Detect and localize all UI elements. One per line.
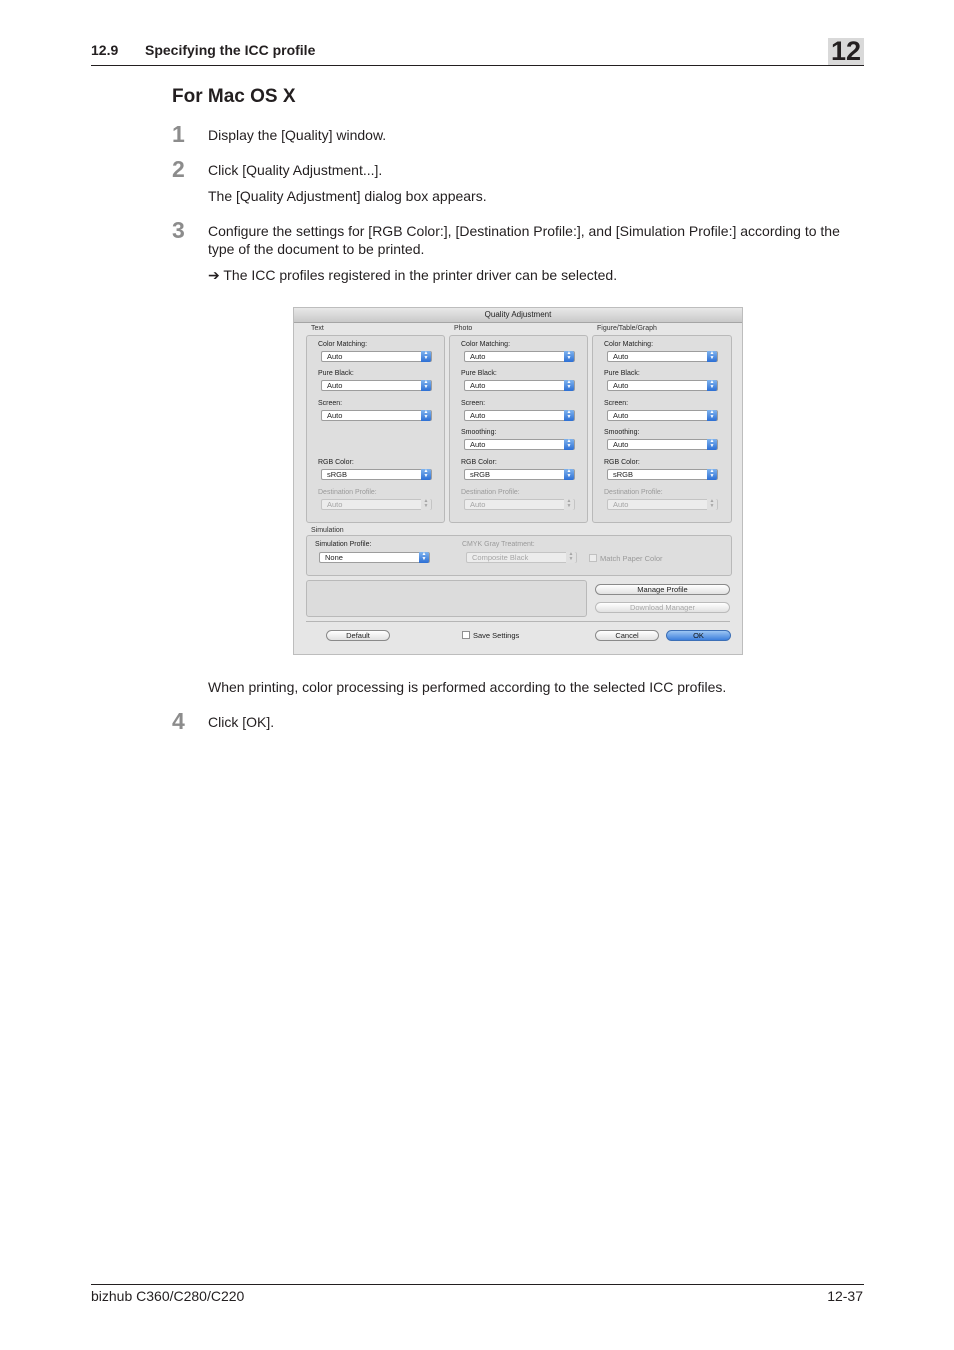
smoothing-select[interactable]: Auto ▲ ▼: [464, 439, 575, 450]
divider: [306, 621, 730, 622]
field-label: Screen:: [604, 400, 629, 407]
stepper-arrows-icon: ▲ ▼: [566, 552, 576, 563]
screen-select[interactable]: Auto ▲ ▼: [464, 410, 575, 421]
cancel-button[interactable]: Cancel: [595, 630, 659, 641]
chapter-number: 12: [830, 36, 862, 66]
field-label: RGB Color:: [461, 459, 497, 466]
pure-black-select[interactable]: Auto ▲ ▼: [607, 380, 718, 391]
step-number: 2: [172, 156, 185, 182]
field-label: RGB Color:: [318, 459, 354, 466]
header-rule: [91, 65, 864, 66]
group-label-simulation: Simulation: [311, 527, 344, 534]
stepper-arrows-icon: ▲ ▼: [564, 351, 574, 362]
ok-button[interactable]: OK: [666, 630, 731, 641]
stepper-arrows-icon: ▲ ▼: [564, 469, 574, 480]
field-label: Pure Black:: [318, 370, 354, 377]
field-label: Color Matching:: [318, 341, 368, 348]
group-label-figure: Figure/Table/Graph: [597, 325, 657, 332]
field-label: Smoothing:: [461, 429, 497, 436]
dialog-title: Quality Adjustment: [294, 308, 742, 323]
checkbox-label: Save Settings: [473, 631, 520, 640]
color-matching-select[interactable]: Auto ▲ ▼: [321, 351, 432, 362]
step-text: Click [Quality Adjustment...].: [208, 162, 383, 178]
rgb-color-select[interactable]: sRGB ▲ ▼: [321, 469, 432, 480]
group-label-photo: Photo: [454, 325, 473, 332]
stepper-arrows-icon: ▲ ▼: [707, 380, 717, 391]
result-text: When printing, color processing is performed according to the selected ICC profiles.: [208, 679, 727, 695]
field-label: Color Matching:: [461, 341, 511, 348]
stepper-arrows-icon: ▲ ▼: [421, 410, 431, 421]
step-result: The [Quality Adjustment] dialog box appears.: [208, 188, 487, 204]
default-button[interactable]: Default: [326, 630, 390, 641]
stepper-arrows-icon: ▲ ▼: [707, 499, 717, 510]
stepper-arrows-icon: ▲ ▼: [421, 380, 431, 391]
info-panel: [306, 580, 587, 617]
stepper-arrows-icon: ▲ ▼: [421, 469, 431, 480]
stepper-arrows-icon: ▲ ▼: [564, 439, 574, 450]
field-label: Screen:: [318, 400, 343, 407]
smoothing-select[interactable]: Auto ▲ ▼: [607, 439, 718, 450]
field-label: Smoothing:: [604, 429, 640, 436]
color-matching-select[interactable]: Auto ▲ ▼: [607, 351, 718, 362]
stepper-arrows-icon: ▲ ▼: [421, 351, 431, 362]
stepper-arrows-icon: ▲ ▼: [707, 439, 717, 450]
cmyk-gray-treatment-select[interactable]: Composite Black ▲ ▼: [466, 552, 577, 563]
stepper-arrows-icon: ▲ ▼: [564, 410, 574, 421]
screen-select[interactable]: Auto ▲ ▼: [607, 410, 718, 421]
match-paper-color-checkbox[interactable]: [589, 554, 597, 562]
destination-profile-select[interactable]: Auto ▲ ▼: [607, 499, 718, 510]
field-label: Destination Profile:: [461, 489, 520, 496]
step-note: ➔ The ICC profiles registered in the printer driver can be selected.: [208, 267, 618, 283]
simulation-profile-select[interactable]: None ▲ ▼: [319, 552, 430, 563]
field-label: Color Matching:: [604, 341, 654, 348]
group-figure: [592, 335, 732, 523]
step-number: 4: [172, 708, 185, 734]
field-label: Simulation Profile:: [315, 541, 372, 548]
rgb-color-select[interactable]: sRGB ▲ ▼: [607, 469, 718, 480]
footer-page-number: 12-37: [827, 1288, 863, 1304]
stepper-arrows-icon: ▲ ▼: [419, 552, 429, 563]
stepper-arrows-icon: ▲ ▼: [707, 410, 717, 421]
field-label: Pure Black:: [604, 370, 640, 377]
stepper-arrows-icon: ▲ ▼: [707, 469, 717, 480]
step-text: Configure the settings for [RGB Color:], [Destination Profile:], and [Simulation Profile:] according to the: [208, 223, 840, 239]
step-text: type of the document to be printed.: [208, 241, 425, 257]
save-settings-checkbox[interactable]: [462, 631, 470, 639]
field-label: Destination Profile:: [318, 489, 377, 496]
stepper-arrows-icon: ▲ ▼: [564, 499, 574, 510]
pure-black-select[interactable]: Auto ▲ ▼: [464, 380, 575, 391]
destination-profile-select[interactable]: Auto ▲ ▼: [464, 499, 575, 510]
pure-black-select[interactable]: Auto ▲ ▼: [321, 380, 432, 391]
field-label: RGB Color:: [604, 459, 640, 466]
field-label: Screen:: [461, 400, 486, 407]
destination-profile-select[interactable]: Auto ▲ ▼: [321, 499, 432, 510]
screen-select[interactable]: Auto ▲ ▼: [321, 410, 432, 421]
rgb-color-select[interactable]: sRGB ▲ ▼: [464, 469, 575, 480]
group-simulation: [306, 535, 732, 576]
field-label: Destination Profile:: [604, 489, 663, 496]
checkbox-label: Match Paper Color: [600, 554, 663, 563]
footer-rule: [91, 1284, 864, 1285]
stepper-arrows-icon: ▲ ▼: [421, 499, 431, 510]
step-text: Display the [Quality] window.: [208, 127, 387, 143]
step-number: 3: [172, 217, 185, 243]
stepper-arrows-icon: ▲ ▼: [707, 351, 717, 362]
manage-profile-button[interactable]: Manage Profile: [595, 584, 730, 595]
step-text: Click [OK].: [208, 714, 275, 730]
field-label: Pure Black:: [461, 370, 497, 377]
footer-model: bizhub C360/C280/C220: [91, 1288, 245, 1304]
field-label: CMYK Gray Treatment:: [462, 541, 535, 548]
color-matching-select[interactable]: Auto ▲ ▼: [464, 351, 575, 362]
step-number: 1: [172, 121, 185, 147]
section-title: Specifying the ICC profile: [145, 42, 316, 58]
page-heading: For Mac OS X: [172, 86, 296, 107]
group-text: [306, 335, 445, 523]
section-number: 12.9: [91, 42, 119, 58]
download-manager-button[interactable]: Download Manager: [595, 602, 730, 613]
group-label-text: Text: [311, 325, 324, 332]
quality-adjustment-dialog: [293, 307, 743, 655]
group-photo: [449, 335, 588, 523]
stepper-arrows-icon: ▲ ▼: [564, 380, 574, 391]
